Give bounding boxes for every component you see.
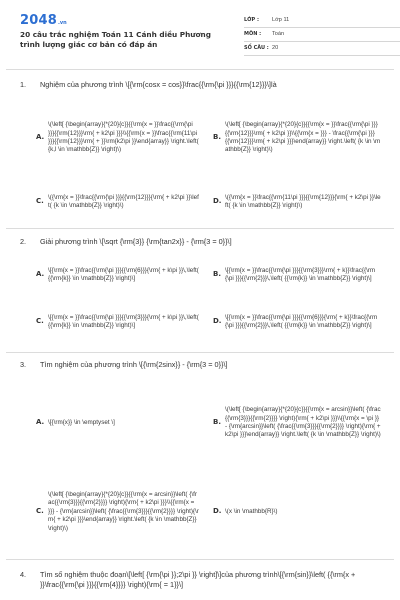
- option-letter: C.: [36, 507, 44, 516]
- option-b[interactable]: [213, 378, 392, 468]
- meta-value: 20: [272, 44, 279, 51]
- option-d[interactable]: [213, 300, 392, 344]
- option-c[interactable]: [36, 470, 214, 554]
- option-a[interactable]: [36, 254, 214, 296]
- section-divider: [6, 69, 394, 70]
- option-b[interactable]: [213, 95, 392, 181]
- question-header: [20, 570, 392, 589]
- question-number: 4.: [20, 570, 27, 579]
- option-letter: C.: [36, 197, 44, 206]
- question-header: [20, 360, 392, 370]
- option-c[interactable]: [36, 182, 214, 222]
- option-c[interactable]: [36, 300, 214, 344]
- logo-text: 2048: [20, 13, 57, 28]
- meta-info-table: [244, 14, 400, 56]
- meta-label: SỐ CÂU :: [244, 45, 269, 52]
- question-text: Nghiệm của phương trình \[{\rm{cosx = cos}}\frac{{\rm{\pi }}}{{\rm{12}}}\]là: [40, 80, 277, 89]
- option-b[interactable]: [213, 254, 392, 296]
- question-number: 2.: [20, 237, 27, 246]
- meta-row-count: [244, 42, 400, 56]
- option-text: \[{\rm{x}} \in \emptyset \]: [48, 418, 115, 426]
- section-divider: [6, 559, 394, 560]
- question-4: [20, 570, 392, 596]
- option-letter: A.: [36, 270, 45, 279]
- document-title: 20 câu trắc nghiệm Toán 11 Cánh diều Phương trình lượng giác cơ bản có đáp án: [20, 30, 211, 49]
- option-letter: D.: [213, 507, 222, 516]
- option-letter: D.: [213, 197, 222, 206]
- option-text: \(\left[ {\begin{array}{*{20}{c}}{{\rm{x = arcsin}}\left( {\frac{{\rm{3}}}{{\rm{2}}}} \right){\rm{ + k2\pi }}}\\{{\rm{x = }}} - {\rm{arcsin}}\left( {\frac{{\rm{3}}}{{\rm{2}}}} \right){\rm{ + k2\pi }}}\end{array}} \right.\left( {k \in \mathbb{Z}} \right)\): [48, 490, 199, 532]
- question-number: 3.: [20, 360, 27, 369]
- option-text: \(\left[ {\begin{array}{*{20}{c}}{{\rm{x = arcsin}}\left( {\frac{{\rm{3}}}{{\rm{2}}}} \right){\rm{ + k2\pi }}}\\{{\rm{x = \pi }} - {\rm{arcsin}}\left( {\frac{{\rm{3}}}{{\rm{2}}}} \right){\rm{ + k2\pi }}}\end{array}} \right.\left( {k \in \mathbb{Z}} \right)\): [225, 406, 381, 439]
- section-divider: [6, 228, 394, 229]
- question-3: [20, 360, 392, 555]
- option-letter: B.: [213, 133, 221, 142]
- question-text: Tìm số nghiệm thuộc đoạn\[\left[ {\rm{\pi }};2\pi }} \right]\]của phương trình\[{\rm{sin}}\left( {{\rm{x + }}\frac{{\rm{\pi }}}{{\rm{4}}}} \right){\rm{ = 1}}\]: [40, 570, 356, 589]
- site-logo[interactable]: [20, 12, 67, 26]
- option-a[interactable]: [36, 378, 214, 468]
- option-letter: B.: [213, 270, 221, 279]
- question-number: 1.: [20, 80, 27, 89]
- option-letter: B.: [213, 418, 221, 427]
- meta-value: Lớp 11: [272, 16, 290, 23]
- question-1: [20, 80, 392, 220]
- meta-label: MÔN :: [244, 31, 262, 38]
- option-text: \(\left[ {\begin{array}{*{20}{c}}{{\rm{x = }}\frac{{\rm{\pi }}}{{\rm{12}}}\rm{ + k2\pi }}\\{{\rm{x = }}} - \frac{{\rm{\pi }}}{{\rm{12}}}\rm{ + k2\pi }}}\end{array}} \right.\left( {k \in \mathbb{Z}} \right)\): [225, 121, 381, 154]
- section-divider: [6, 352, 394, 353]
- question-text: Giải phương trình \[\sqrt {\rm{3}} {\rm{tan2x}} - {\rm{3 = 0}}\]: [40, 237, 232, 246]
- option-a[interactable]: [36, 95, 214, 181]
- meta-value: Toán: [272, 30, 285, 37]
- document-header: [20, 12, 384, 60]
- option-d[interactable]: [213, 470, 392, 554]
- option-text: \[{\rm{x = }}\frac{{\rm{\pi }}}{{\rm{6}}}{\rm{ + k\pi }}\,\left( {{\rm{k}} \in \mathbb{Z}} \right)\]: [48, 266, 199, 282]
- meta-row-subject: [244, 28, 400, 42]
- option-letter: D.: [213, 317, 222, 326]
- option-text: \({\rm{x = }}\frac{{\rm{11\pi }}}{{\rm{12}}}{\rm{ + k2\pi }}\left( {k \in \mathbb{Z}} \right)\): [225, 193, 381, 209]
- option-text: \({\rm{x = }}\frac{{\rm{\pi }}}{{\rm{12}}}{\rm{ + k2\pi }}\left( {k \in \mathbb{Z}} \right)\): [48, 193, 199, 209]
- meta-row-class: [244, 14, 400, 28]
- option-text: \[{\rm{x = }}\frac{{\rm{\pi }}}{{\rm{6}}}{\rm{ + k}}\frac{{\rm{\pi }}}{{\rm{2}}}\,\left( {{\rm{k}} \in \mathbb{Z}} \right)\]: [225, 313, 378, 329]
- meta-label: LỚP :: [244, 17, 259, 24]
- question-header: [20, 237, 392, 247]
- question-header: [20, 80, 392, 90]
- option-text: \(\left[ {\begin{array}{*{20}{c}}{{\rm{x = }}\frac{{\rm{\pi }}}{{\rm{12}}}\rm{ + k2\pi }}}\\{{\rm{x = }}\frac{{\rm{11\pi }}}{{\rm{12}}}\rm{ + }}\rm{k2\pi }}\end{array}} \right.\left( {k,l \in \mathbb{Z}} \right)\): [48, 121, 199, 154]
- question-2: [20, 237, 392, 347]
- logo-domain: .vn: [57, 20, 67, 26]
- option-letter: A.: [36, 133, 45, 142]
- option-text: \[{\rm{x = }}\frac{{\rm{\pi }}}{{\rm{3}}}\rm{ + k}}\frac{{\rm{\pi }}}{{\rm{2}}}\,\left( {{\rm{k}} \in \mathbb{Z}} \right)\]: [225, 266, 376, 282]
- option-d[interactable]: [213, 182, 392, 222]
- question-text: Tìm nghiệm của phương trình \[{\rm{2sinx}} - {\rm{3 = 0}}\]: [40, 360, 228, 369]
- option-letter: A.: [36, 418, 45, 427]
- option-text: \(x \in \mathbb{R}\): [225, 507, 278, 515]
- option-letter: C.: [36, 317, 44, 326]
- option-text: \[{\rm{x = }}\frac{{\rm{\pi }}}{{\rm{3}}}{\rm{ + k\pi }}\,\left( {{\rm{k}} \in \mathbb{Z}} \right)\]: [48, 313, 199, 329]
